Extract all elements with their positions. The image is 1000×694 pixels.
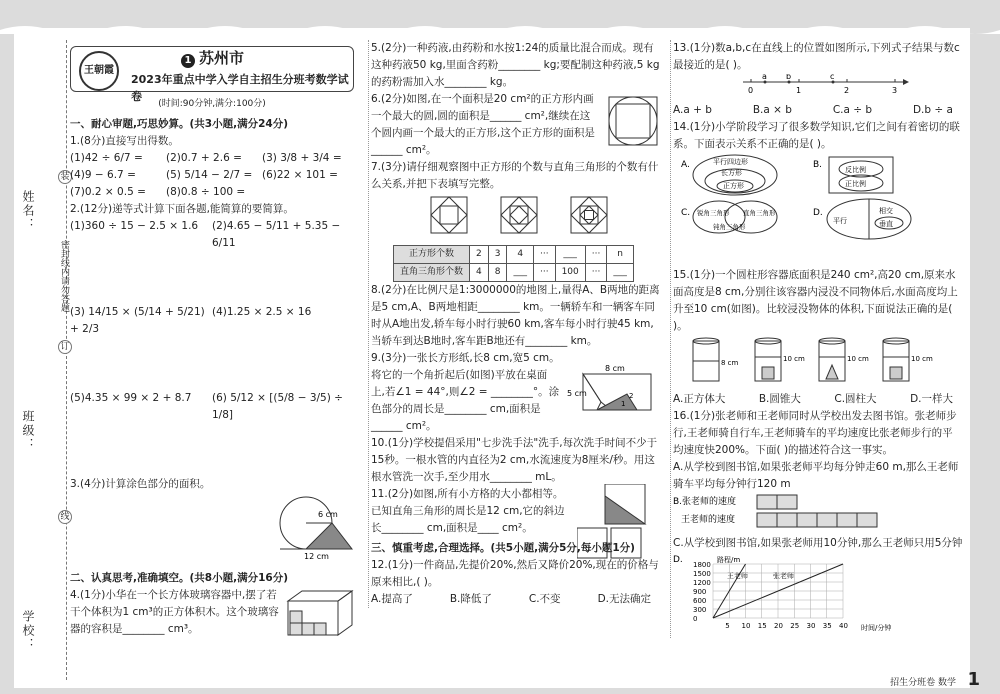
option-letter: A.	[681, 160, 690, 170]
tick-label: 300	[693, 606, 707, 614]
q14-diagrams	[673, 153, 953, 261]
tick-label: 35	[822, 622, 832, 630]
question-11	[371, 486, 661, 537]
option-label: 王老师的速度	[681, 515, 736, 525]
exam-time: (时间:90分钟,满分:100分)	[158, 99, 266, 109]
option: B.a × b	[752, 104, 792, 116]
tick-label: 5	[725, 622, 730, 630]
diagram-label: 平行四边形	[713, 158, 748, 166]
table-cell: ···	[585, 246, 607, 264]
section-3-title: 三、慎重考虑,合理选择。(共5小题,满分5分,每小题1分)	[371, 542, 635, 554]
q1-row	[70, 184, 354, 201]
q9-figure	[567, 364, 661, 420]
q12-options	[371, 591, 661, 608]
q9-label: 2	[629, 392, 634, 400]
question-10: 10.(1分)学校提倡采用"七步洗手法"洗手,每次洗手时间不少于15秒。一根水管的内直径为2 cm,水流速度为8厘米/秒。用这根水管洗一次手,至少用水________ mL。	[371, 437, 658, 483]
tick-label: 600	[693, 597, 707, 605]
diagram-label: 直角三角形	[743, 209, 776, 217]
q2-item: (4)1.25 × 2.5 × 16	[212, 306, 312, 318]
option-letter: D.	[673, 555, 683, 565]
school-label: 学校：	[21, 610, 35, 652]
seal-mark: 订	[58, 340, 72, 354]
question-8: 8.(2分)在比例尺是1:3000000的地图上,量得A、B两地的距离是5 cm,A、B两地相距________ km。一辆轿车和一辆客车同时从A地出发,轿车每小时行驶60 km,客车每小时行驶45 km,当轿车到达B地时,客车距B地还有________ km。	[371, 284, 660, 347]
option: B.降低了	[449, 593, 492, 605]
option-label: B.张老师的速度	[673, 497, 737, 507]
q7-figures	[371, 193, 661, 239]
q1-item: (4)9 − 6.7 =	[70, 169, 136, 181]
tick-label: 900	[693, 588, 707, 596]
q1-item: (5) 5/14 − 2/7 =	[166, 169, 253, 181]
tick-label: 15	[757, 622, 767, 630]
q2-item: (2)4.65 − 5/11 + 5.35 − 6/11	[212, 220, 341, 249]
tick-label: 1800	[693, 561, 711, 569]
table-row	[394, 246, 634, 264]
option: A.提高了	[371, 593, 413, 605]
q1-item: (1)42 ÷ 6/7 =	[70, 152, 143, 164]
q16-chart	[673, 552, 953, 632]
cylinder-label: 10 cm	[911, 355, 933, 363]
series-label: 张老师	[773, 572, 794, 580]
city-name: 苏州市	[199, 49, 245, 67]
table-cell: 直角三角形个数	[394, 264, 470, 282]
question-9	[371, 350, 661, 435]
question-14: 14.(1分)小学阶段学习了很多数学知识,它们之间有着密切的联系。下面表示关系不正确的是( )。	[673, 121, 960, 150]
chart-xlabel: 时间/分钟	[861, 624, 892, 632]
axis-label: b	[786, 74, 792, 81]
series-label: 王老师	[727, 572, 748, 580]
q2-item: (5)4.35 × 99 × 2 + 8.7	[70, 392, 192, 404]
question-15: 15.(1分)一个圆柱形容器底面积是240 cm²,高20 cm,原来水面高度是8 cm,分别往该容器内浸没不同物体后,水面高度均上升至10 cm(如图)。比较浸没物体的体积,下面说法正确的是( )。	[673, 269, 958, 332]
q6-figure	[607, 95, 659, 147]
seal-mark: 线	[58, 510, 72, 524]
axis-label: a	[762, 74, 767, 81]
q9-label: 1	[621, 400, 626, 408]
tick-label: 10	[741, 622, 751, 630]
axis-label: 0	[748, 86, 754, 95]
q16-option-c: C.从学校到图书馆,如果张老师用10分钟,那么王老师只用5分钟	[673, 537, 963, 549]
table-cell: 8	[488, 264, 507, 282]
table-cell: ···	[585, 264, 607, 282]
option: C.圆柱大	[834, 393, 877, 405]
option-letter: B.	[813, 160, 823, 170]
table-cell: ···	[533, 246, 555, 264]
q2-row	[70, 304, 354, 338]
q4-text: 4.(1分)小华在一个长方体玻璃容器中,摆了若干个体积为1 cm³的正方体积木。这个玻璃容器的容积是________ cm³。	[70, 589, 279, 635]
table-cell: 4	[507, 246, 534, 264]
footer-text: 招生分班卷 数学	[890, 678, 956, 688]
q9-label: 8 cm	[605, 364, 625, 373]
q11-grid-figure	[577, 484, 661, 560]
question-5: 5.(2分)一种药液,由药粉和水按1:24的质量比混合而成。现有这种药液50 kg,里面含药粉________ kg;要配制这种药液,5 kg的药粉需加入水________ kg。	[371, 42, 660, 88]
q16-option-a: A.从学校到图书馆,如果张老师平均每分钟走60 m,那么王老师骑车平均每分钟行120 m	[673, 461, 959, 490]
cylinder-label: 10 cm	[783, 355, 805, 363]
tick-label: 20	[774, 622, 783, 630]
chart-ylabel: 路程/m	[717, 556, 741, 564]
q3-label: 12 cm	[304, 552, 329, 561]
option: D.b ÷ a	[912, 104, 953, 116]
q3-label: 6 cm	[318, 510, 338, 519]
q7-table	[393, 245, 634, 282]
question-13: 13.(1分)数a,b,c在直线上的位置如图所示,下列式子结果与数c最接近的是( )。	[673, 42, 960, 71]
column-1	[70, 40, 354, 638]
q1-row	[70, 167, 354, 184]
question-12: 12.(1分)一件商品,先提价20%,然后又降价20%,现在的价格与原来相比,( )。	[371, 559, 659, 588]
column-3	[670, 40, 963, 638]
diagram-label: 正方形	[723, 182, 744, 190]
cylinder-label: 10 cm	[847, 355, 869, 363]
axis-label: c	[830, 74, 835, 81]
city-title	[181, 50, 244, 68]
diagram-label: 正比例	[845, 180, 866, 188]
tick-label: 1200	[693, 579, 711, 587]
option: C.a ÷ b	[832, 104, 873, 116]
q16-option-b	[673, 493, 953, 529]
diagram-label: 相交	[879, 207, 893, 215]
question-4	[70, 587, 354, 638]
table-row	[394, 264, 634, 282]
diagram-label: 锐角三角形	[697, 209, 730, 217]
diagram-label: 长方形	[721, 169, 742, 177]
table-cell: ···	[533, 264, 555, 282]
q15-options	[673, 391, 963, 408]
question-2: 2.(12分)递等式计算下面各题,能简算的要简算。	[70, 203, 294, 215]
binding-margin	[14, 40, 70, 680]
q1-item: (6)22 × 101 =	[262, 169, 338, 181]
axis-label: 1	[796, 86, 802, 95]
name-label: 姓名：	[21, 190, 35, 232]
seal-mark: 装	[58, 170, 72, 184]
option: D.一样大	[910, 393, 953, 405]
table-cell: ___	[507, 264, 534, 282]
q11-text: 11.(2分)如图,所有小方格的大小都相等。已知直角三角形的周长是12 cm,它的斜边长________ cm,面积是____ cm²。	[371, 488, 565, 534]
q1-item: (8)0.8 ÷ 100 =	[166, 186, 246, 198]
q4-container-figure	[284, 587, 354, 639]
table-cell: 2	[470, 246, 489, 264]
section-2-title: 二、认真思考,准确填空。(共8小题,满分16分)	[70, 572, 288, 584]
q2-item: (6) 5/12 × [(5/8 − 3/5) ÷ 1/8]	[212, 392, 343, 421]
q2-item: (3) 14/15 × (5/14 + 5/21) + 2/3	[70, 306, 205, 335]
option-letter: C.	[681, 208, 691, 218]
q6-text: 6.(2分)如图,在一个面积是20 cm²的正方形内画一个最大的圆,圆的面积是______ cm²,继续在这个圆内画一个最大的正方形,这个正方形的面积是______ cm²。	[371, 93, 595, 156]
page-number: 1	[967, 669, 980, 690]
question-6	[371, 91, 661, 159]
question-16: 16.(1分)张老师和王老师同时从学校出发去图书馆。张老师步行,王老师骑自行车,王老师骑车的平均速度比张老师步行的平均速度快200%。下面( )的描述符合这一事实。	[673, 410, 957, 456]
option: A.正方体大	[673, 393, 726, 405]
q2-row	[70, 218, 354, 252]
exam-header	[70, 46, 354, 103]
tick-label: 1500	[693, 570, 711, 578]
table-cell: ___	[607, 264, 634, 282]
circled-number: 1	[181, 54, 195, 68]
q15-cylinders	[673, 335, 953, 385]
table-cell: 3	[488, 246, 507, 264]
option: C.不变	[528, 593, 561, 605]
option: D.无法确定	[597, 593, 651, 605]
question-1: 1.(8分)直接写出得数。	[70, 135, 179, 147]
q2-item: (1)360 ÷ 15 − 2.5 × 1.6	[70, 220, 199, 232]
column-2	[368, 40, 661, 608]
tick-label: 0	[693, 615, 698, 623]
question-7: 7.(3分)请仔细观察图中正方形的个数与直角三角形的个数有什么关系,并把下表填写完整。	[371, 161, 659, 190]
table-cell: ___	[555, 246, 585, 264]
q13-number-line	[673, 74, 953, 96]
table-cell: 正方形个数	[394, 246, 470, 264]
table-cell: 4	[470, 264, 489, 282]
question-3: 3.(4分)计算涂色部分的面积。	[70, 478, 211, 490]
section-1-title: 一、耐心审题,巧思妙算。(共3小题,满分24分)	[70, 118, 288, 130]
tick-label: 40	[839, 622, 848, 630]
diagram-label: 反比例	[845, 166, 866, 174]
q1-row	[70, 150, 354, 167]
q3-figure	[70, 493, 354, 561]
option-letter: D.	[813, 208, 823, 218]
table-cell: n	[607, 246, 634, 264]
q13-options	[673, 102, 963, 119]
option: A.a + b	[673, 104, 712, 116]
q1-item: (2)0.7 + 2.6 =	[166, 152, 242, 164]
axis-label: 3	[892, 86, 898, 95]
exam-title: 2023年重点中学入学自主招生分班考数学试卷	[131, 73, 349, 103]
option: B.圆锥大	[758, 393, 801, 405]
table-cell: 100	[555, 264, 585, 282]
q9-label: 5 cm	[567, 389, 587, 398]
q2-row	[70, 390, 354, 424]
axis-label: 2	[844, 86, 850, 95]
diagram-label: 钝角三角形	[713, 223, 746, 231]
tick-label: 30	[806, 622, 816, 630]
diagram-label: 平行	[833, 217, 847, 225]
q1-item: (3) 3/8 + 3/4 =	[262, 152, 342, 164]
publisher-logo: 王朝霞	[79, 51, 119, 91]
diagram-label: 垂直	[879, 220, 893, 228]
tick-label: 25	[790, 622, 800, 630]
seal-warning: 密封线内请勿答题	[59, 240, 69, 312]
q9-text: 9.(3分)一张长方形纸,长8 cm,宽5 cm。将它的一个角折起后(如图)平放在桌面上,若∠1 = 44°,则∠2 = ________°。涂色部分的周长是________ cm,面积是______ cm²。	[371, 352, 560, 432]
q1-item: (7)0.2 × 0.5 =	[70, 186, 146, 198]
cylinder-label: 8 cm	[721, 359, 739, 367]
class-label: 班级：	[21, 410, 35, 452]
